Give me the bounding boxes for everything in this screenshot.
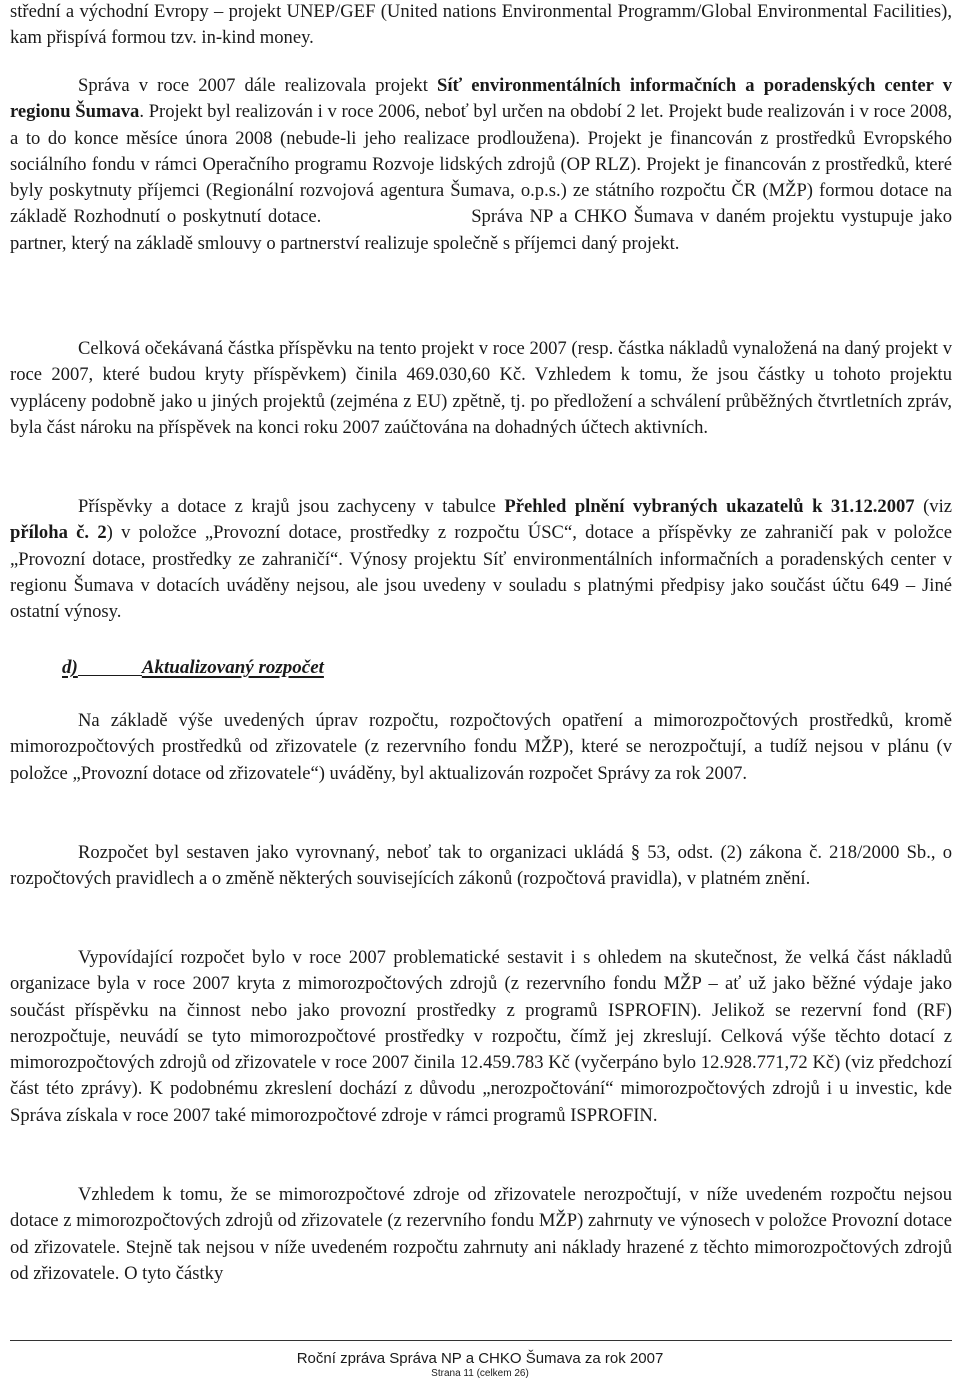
paragraph-text: Správa v roce 2007 dále realizovala projekt — [78, 75, 437, 96]
table-reference-bold: Přehled plnění vybraných ukazatelů k 31.12.2007 — [504, 496, 915, 517]
paragraph-expected-amount — [10, 336, 952, 441]
section-letter: d) — [62, 657, 78, 678]
paragraph-text: Vzhledem k tomu, že se mimorozpočtové zdroje od zřizovatele nerozpočtují, v níže uvedeném rozpočtu nejsou dotace z mimorozpočtových zdrojů od zřizovatele (z rezervního fondu MŽP) zahrnuty ve výnosech v položce Provozní dotace od zřizovatele. Stejně tak nejsou v níže uvedeném rozpočtu zahrnuty ani náklady hrazené z těchto mimorozpočtových zdrojů od zřizovatele. O tyto částky — [10, 1184, 952, 1284]
paragraph-text: Příspěvky a dotace z krajů jsou zachyceny v tabulce — [78, 496, 505, 517]
section-heading — [62, 657, 324, 679]
paragraph-text: Rozpočet byl sestaven jako vyrovnaný, neboť tak to organizaci ukládá § 53, odst. (2) zákona č. 218/2000 Sb., o rozpočtových pravidlech a o změně některých souvisejících zákonů (rozpočtová pravidla), v platném znění. — [10, 842, 952, 890]
heading-underline-gap — [78, 673, 142, 676]
paragraph-unep-project — [10, 0, 952, 52]
paragraph-updated-budget — [10, 708, 952, 787]
paragraph-text: (viz — [914, 496, 952, 517]
paragraph-text: ) v položce „Provozní dotace, prostředky z rozpočtu ÚSC“, dotace a příspěvky ze zahraničí pak v položce „Provozní dotace, prostředky ze zahraničí“. Výnosy projektu Síť environmentálních informačních a poradenských center v regionu Šumava v dotacích uváděny nejsou, ale jsou uvedeny v souladu s platnými předpisy jako součást účtu 649 – Jiné ostatní výnosy. — [10, 522, 952, 623]
footer-page-number: Strana 11 (celkem 26) — [431, 1368, 529, 1379]
paragraph-text: Na základě výše uvedených úprav rozpočtu, rozpočtových opatření a mimorozpočtových prostředků, kromě mimorozpočtových prostředků od zřizovatele (z rezervního fondu MŽP), které se nerozpočtují, a tudíž nejsou v plánu (v položce „Provozní dotace od zřizovatele“) uváděny, byl aktualizován rozpočet Správy za rok 2007. — [10, 710, 952, 784]
project-name-bold: Síť environmentálních informačních a poradenských center v regionu Šumava — [10, 75, 952, 123]
footer-report-title: Roční zpráva Správa NP a CHKO Šumava za rok 2007 — [296, 1350, 664, 1367]
footer-divider — [10, 1340, 952, 1341]
paragraph-text: Vypovídající rozpočet bylo v roce 2007 problematické sestavit i s ohledem na skutečnost, že velká část nákladů organizace byla v roce 2007 kryta z mimorozpočtových zdrojů (z rezervního fondu MŽP – ať už jako běžné výdaje jako součást příspěvku na činnost nebo jako provozní prostředky z programů ISPROFIN). Jelikož se rezervní fond (RF) nerozpočtuje, neuvádí se tyto mimorozpočtové prostředky v rozpočtu, čímž jej zkreslují. Celková výše těchto dotací z mimorozpočtových zdrojů od zřizovatele v roce 2007 činila 12.459.783 Kč (vyčerpáno bylo 12.928.771,72 Kč) (viz předchozí část této zprávy). K podobnému zkreslení dochází z důvodu „nerozpočtování“ mimorozpočtových zdrojů i u investic, kde Správa získala v roce 2007 také mimorozpočtové zdroje v rámci programů ISPROFIN. — [10, 947, 952, 1126]
paragraph-not-budgeted — [10, 1182, 952, 1287]
paragraph-text: střední a východní Evropy – projekt UNEP/GEF (United nations Environmental Programm/Global Environmental Facilities), kam přispívá formou tzv. in-kind money. — [10, 1, 952, 49]
paragraph-text: . Projekt byl realizován i v roce 2006, neboť byl určen na období 2 let. Projekt bude realizován i v roce 2008, a to do konce měsíce února 2008 (nebude-li jeho realizace prodloužena). Projekt je financován z prostředků Evropského sociálního fondu v rámci Operačního programu Rozvoje lidských zdrojů (OP RLZ). Projekt je financován z prostředků, které byly poskytnuty příjemci (Regionální rozvojová agentura Šumava, o.p.s.) ze státního rozpočtu ČR (MŽP) formou dotace na základě Rozhodnutí o poskytnutí dotace. — [10, 101, 952, 228]
paragraph-text: Správa NP a CHKO Šumava v daném projektu vystupuje jako partner, který na základě smlouvy o partnerství realizuje společně s příjemci daný projekt. — [10, 206, 952, 254]
section-title: Aktualizovaný rozpočet — [141, 657, 324, 678]
annex-reference-bold: příloha č. 2 — [10, 522, 107, 544]
paragraph-regional-contributions — [10, 494, 952, 625]
paragraph-balanced-budget — [10, 840, 952, 893]
paragraph-sit-project — [10, 73, 952, 257]
paragraph-budget-distortion — [10, 945, 952, 1129]
paragraph-text: Celková očekávaná částka příspěvku na tento projekt v roce 2007 (resp. částka nákladů vynaložená na daný projekt v roce 2007, které budou kryty příspěvkem) činila 469.030,60 Kč. Vzhledem k tomu, že jsou částky u tohoto projektu vypláceny podobně jako u jiných projektů (zejména z EU) zpětně, tj. po předložení a schválení průběžných čtvrtletních zpráv, byla část nároku na příspěvek na konci roku 2007 zaúčtována na dohadných účtech aktivních. — [10, 338, 952, 438]
